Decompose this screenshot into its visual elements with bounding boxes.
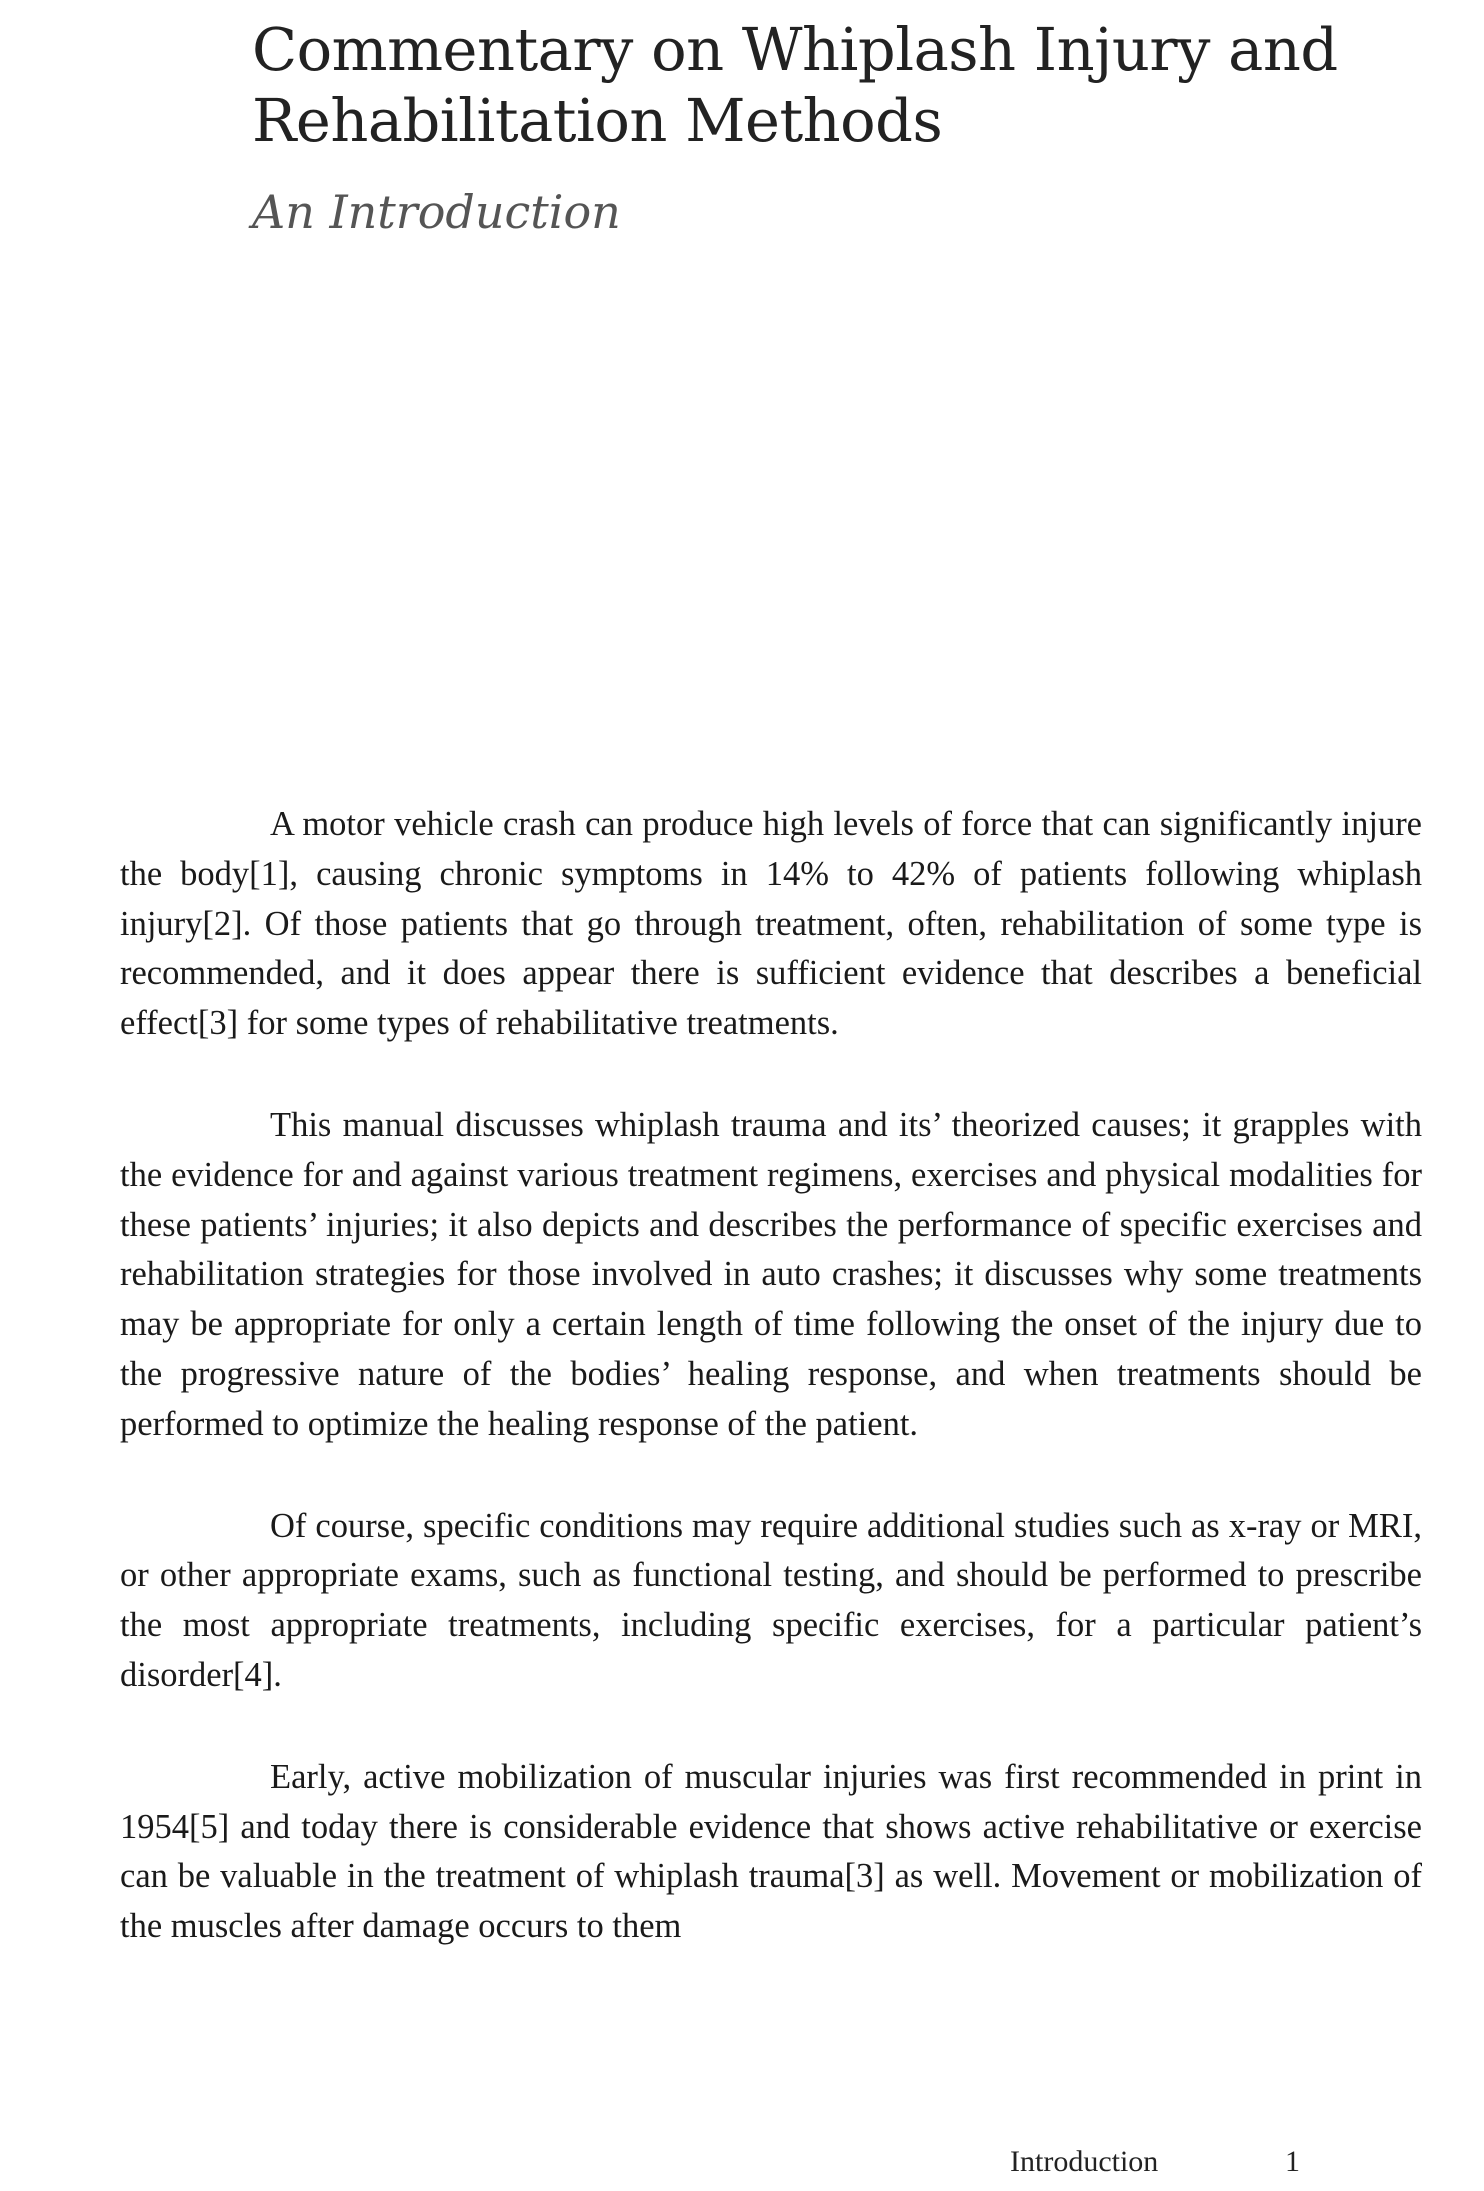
paragraph-4: Early, active mobilization of muscular injuries was first recommended in print in 1954[5] and today there is considerable evidence that shows active rehabilitative or exercise can be valuable in the treatment of whiplash trauma[3] as well. Movement or mobilization of the muscles after damage occurs to them (120, 1757, 1422, 1946)
page-title-line-2: Rehabilitation Methods (252, 86, 943, 155)
footer-section-label: Introduction (1010, 2145, 1159, 2178)
paragraph-2: This manual discusses whiplash trauma and its’ theorized causes; it grapples with the evidence for and against various treatment regimens, exercises and physical modalities for these patients’ injuries; it also depicts and describes the performance of specific exercises and rehabilitation strategies for those involved in auto crashes; it discusses why some treatments may be appropriate for only a certain length of time following the onset of the injury due to the progressive nature of the bodies’ healing response, and when treatments should be performed to optimize the healing response of the patient. (120, 1105, 1422, 1443)
page-subtitle: An Introduction (252, 185, 621, 239)
paragraph-3: Of course, specific conditions may require additional studies such as x-ray or MRI, or other appropriate exams, such as functional testing, and should be performed to prescribe the most appropriate treatments, including specific exercises, for a particular patient’s disorder[4]. (120, 1506, 1422, 1694)
paragraph-1: A motor vehicle crash can produce high levels of force that can significantly injure the body[1], causing chronic symptoms in 14% to 42% of patients following whiplash injury[2]. Of those patients that go through treatment, often, rehabilitation of some type is recommended, and it does appear there is sufficient evidence that describes a beneficial effect[3] for some types of rehabilitative treatments. (120, 805, 1422, 1043)
page-number: 1 (1285, 2145, 1300, 2178)
body-text (120, 800, 1422, 2004)
page-title (252, 14, 1402, 156)
title-block (252, 14, 1402, 242)
page-title-line-1: Commentary on Whiplash Injury and (252, 15, 1338, 84)
